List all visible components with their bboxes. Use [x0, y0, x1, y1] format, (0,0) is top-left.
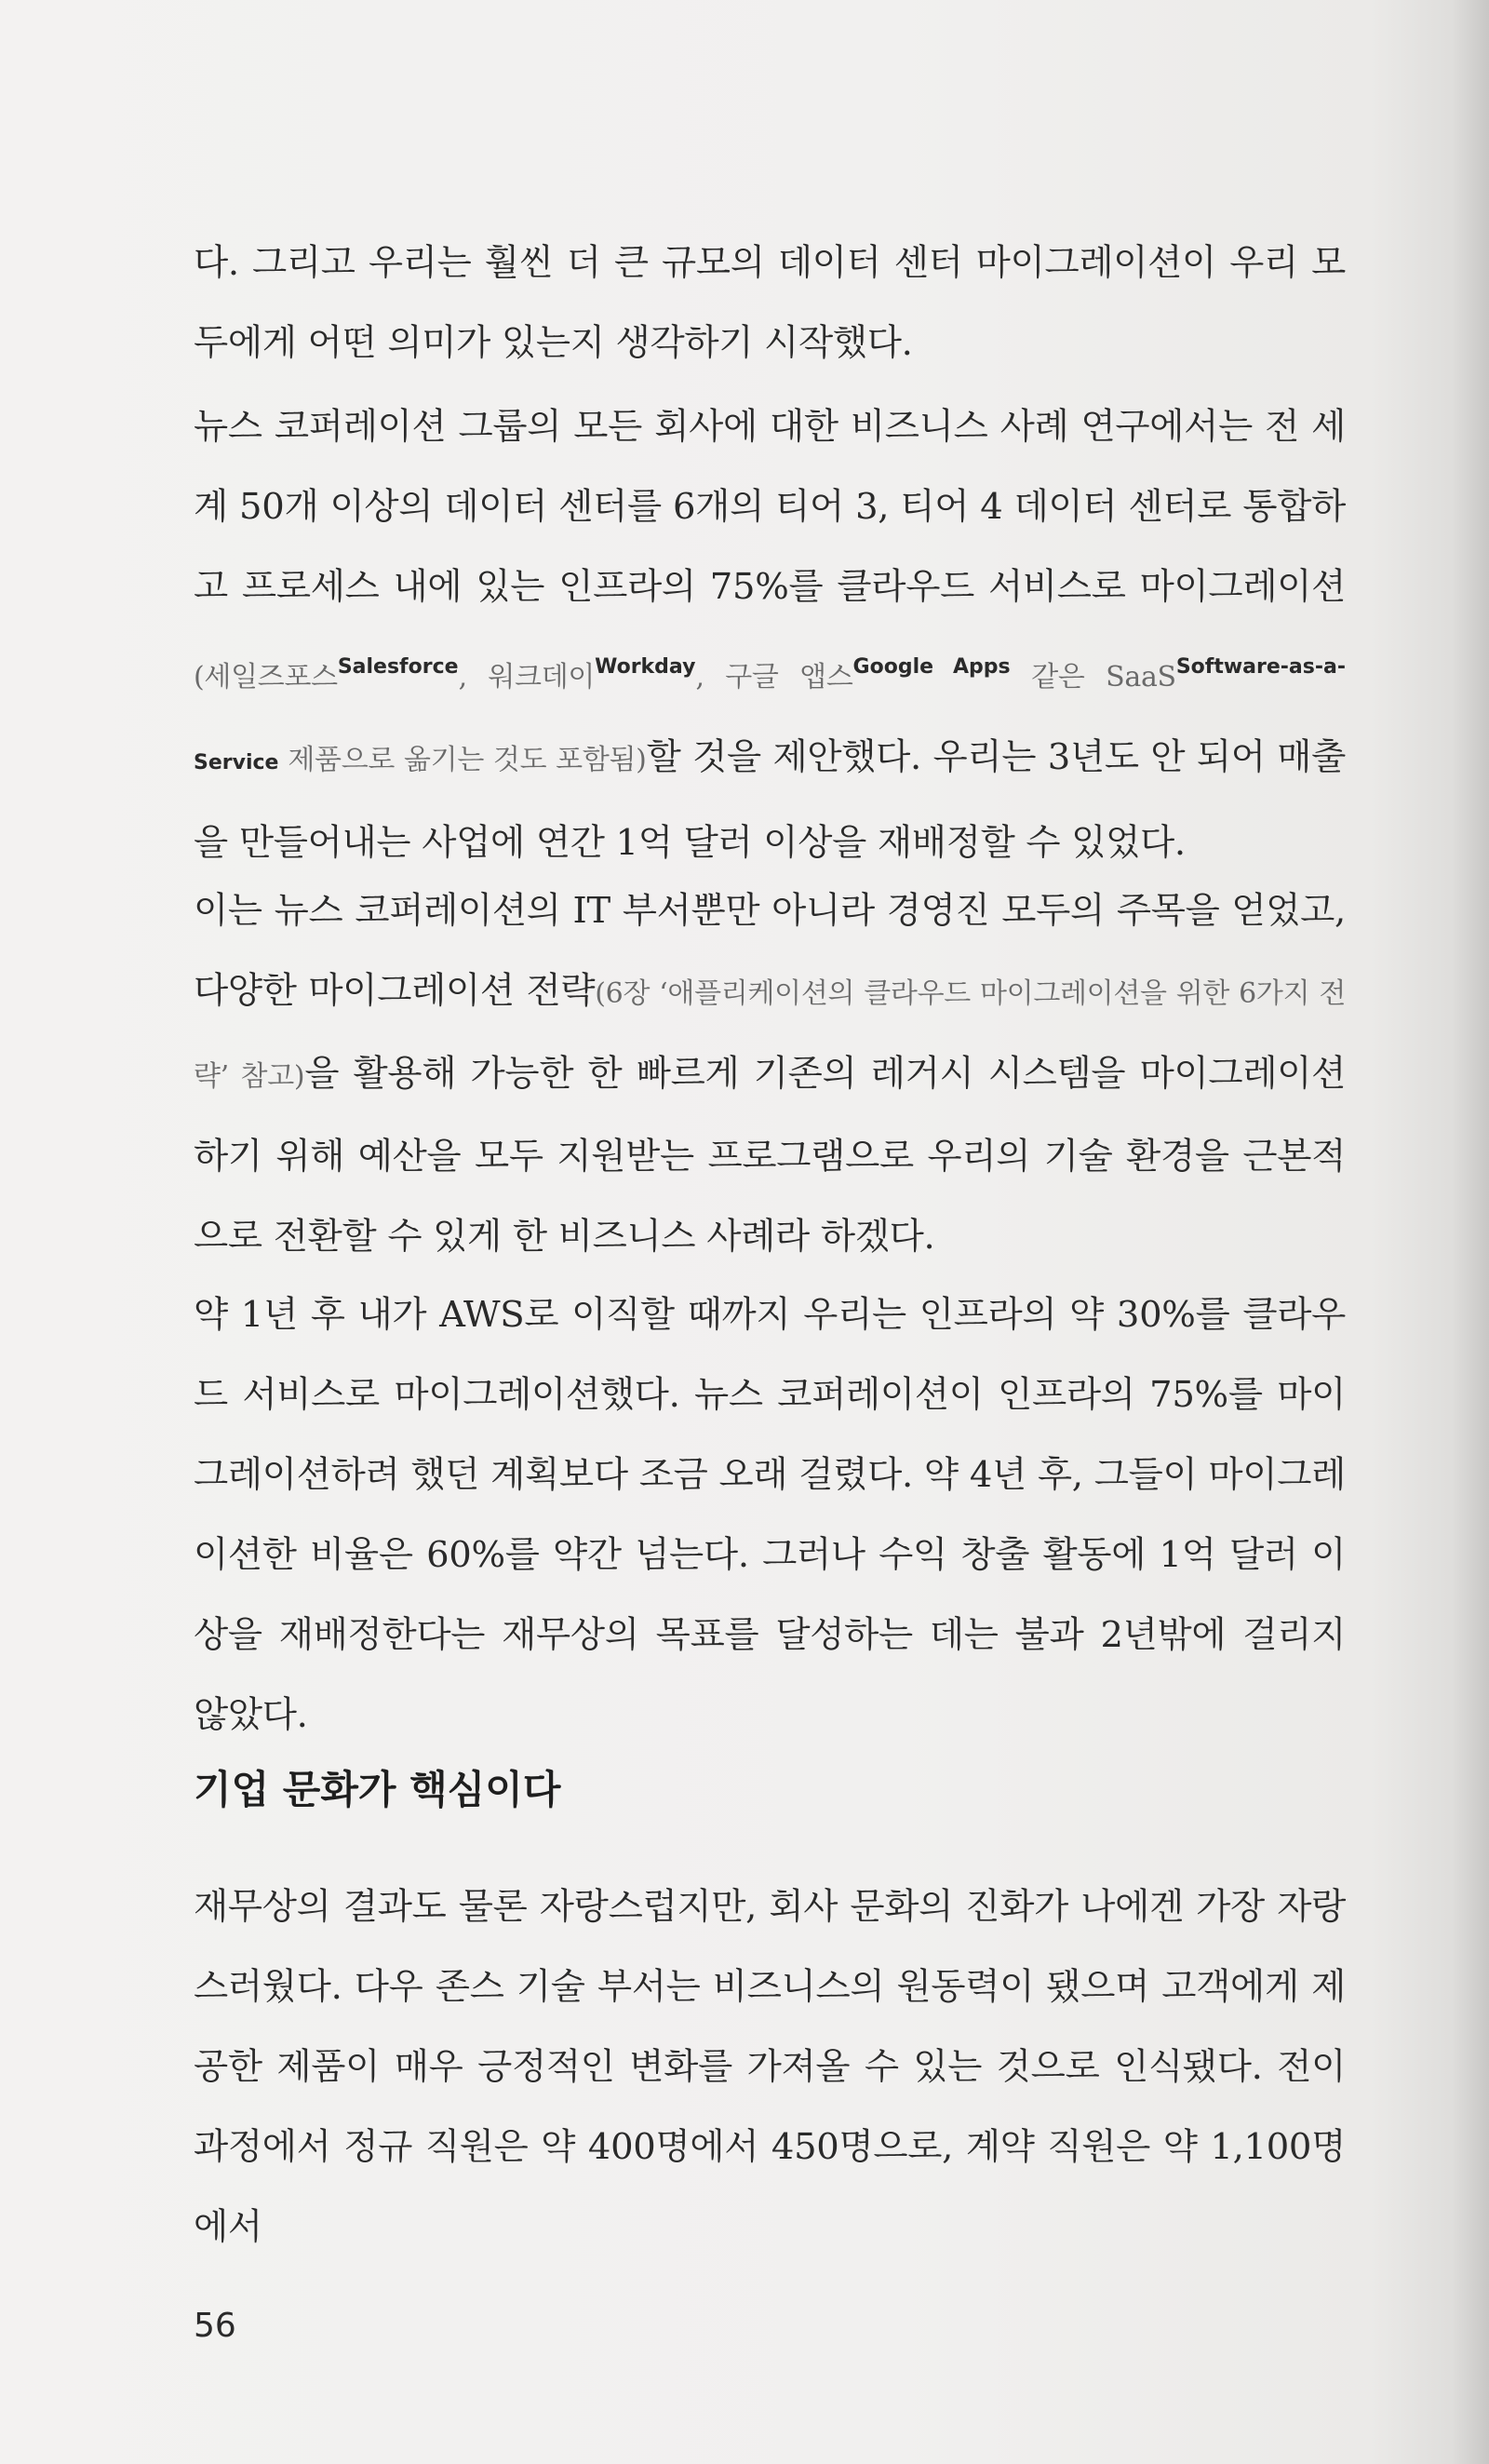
paragraph-4-text: 약 1년 후 내가 AWS로 이직할 때까지 우리는 인프라의 약 30%를 클라우드 서비스로 마이그레이션했다. 뉴스 코퍼레이션이 인프라의 75%를 마이그레이션하려 했던 계획보다 조금 오래 걸렸다. 약 4년 후, 그들이 마이그레이션한 비율은 60%를 약간 넘는다. 그러나 수익 창출 활동에 1억 달러 이상을 재배정한다는 재무상의 목표를 달성하는 데는 불과 2년밖에 걸리지 않았다. — [194, 1294, 1346, 1736]
paragraph-3-main: 이는 뉴스 코퍼레이션의 IT 부서뿐만 아니라 경영진 모두의 주목을 얻었고, 다양한 마이그레이션 전략 — [194, 890, 1346, 1012]
paragraph-business-case — [194, 387, 1346, 883]
paragraph-continuation — [194, 223, 1346, 384]
gloss-google-apps-en: Google Apps — [852, 655, 1011, 679]
paragraph-2-rest: 할 것을 제안했다. 우리는 3년도 안 되어 매출을 만들어내는 사업에 연간 1억 달러 이상을 재배정할 수 있었다. — [194, 736, 1346, 864]
paragraph-2-text — [194, 387, 1346, 883]
paragraph-attention — [194, 871, 1346, 1277]
paragraph-5-text: 재무상의 결과도 물론 자랑스럽지만, 회사 문화의 진화가 나에겐 가장 자랑스러웠다. 다우 존스 기술 부서는 비즈니스의 원동력이 됐으며 고객에게 제공한 제품이 매우 긍정적인 변화를 가져올 수 있는 것으로 인식됐다. 전이 과정에서 정규 직원은 약 400명에서 450명으로, 계약 직원은 약 1,100명에서 — [194, 1886, 1346, 2248]
gloss-products-ko: 제품으로 옮기는 것도 포함됨) — [278, 744, 647, 776]
gloss-workday-ko: , 워크데이 — [458, 661, 596, 693]
gloss-saas-en: Software-as-a- — [1175, 655, 1346, 679]
gloss-workday-en: Workday — [595, 655, 696, 679]
gloss-service-en: Service — [194, 751, 279, 774]
gloss-saas-ko: 같은 SaaS — [1010, 661, 1176, 693]
gloss-salesforce-en: Salesforce — [337, 655, 459, 679]
paragraph-3-rest: 을 활용해 가능한 한 빠르게 기존의 레거시 시스템을 마이그레이션하기 위해 예산을 모두 지원받는 프로그램으로 우리의 기술 환경을 근본적으로 전환할 수 있게 한 비즈니스 사례라 하겠다. — [194, 1053, 1346, 1258]
section-heading: 기업 문화가 핵심이다 — [194, 1767, 561, 1812]
page-number: 56 — [194, 2307, 236, 2345]
paragraph-results — [194, 1275, 1346, 1756]
gloss-salesforce-ko: (세일즈포스 — [194, 661, 338, 693]
paragraph-3-text — [194, 871, 1346, 1277]
gloss-google-apps-ko: , 구글 앱스 — [695, 661, 853, 693]
gloss-chapter-reference: (6장 ‘애플리케이션의 클라우드 마이그레이션을 위한 6가지 전략’ 참고) — [194, 977, 1347, 1093]
paragraph-culture — [194, 1867, 1346, 2268]
paragraph-2-main: 뉴스 코퍼레이션 그룹의 모든 회사에 대한 비즈니스 사례 연구에서는 전 세계 50개 이상의 데이터 센터를 6개의 티어 3, 티어 4 데이터 센터로 통합하고 프로세스 내에 있는 인프라의 75%를 클라우드 서비스로 마이그레이션 — [194, 406, 1346, 608]
paragraph-1-text: 다. 그리고 우리는 훨씬 더 큰 규모의 데이터 센터 마이그레이션이 우리 모두에게 어떤 의미가 있는지 생각하기 시작했다. — [194, 242, 1346, 364]
